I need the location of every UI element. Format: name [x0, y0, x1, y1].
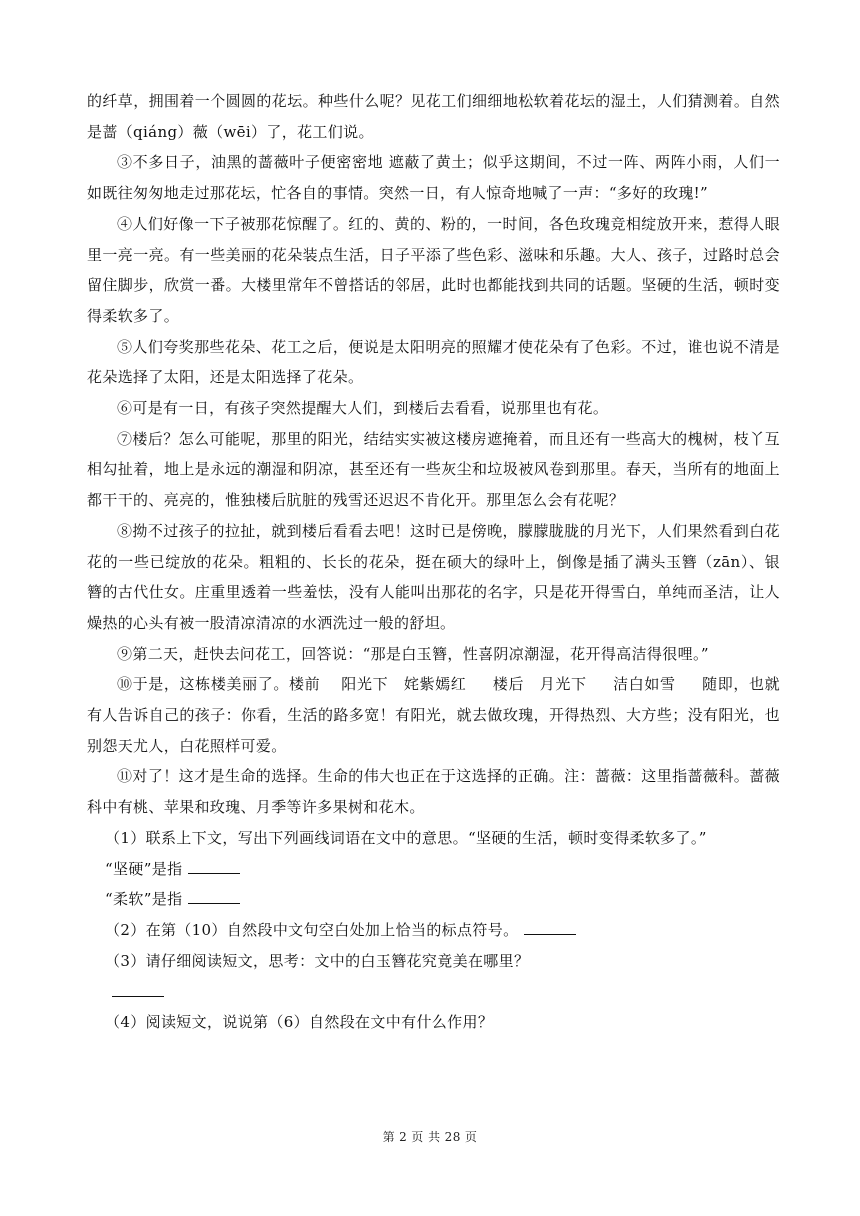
document-body	[87, 86, 780, 1038]
question-4: （4）阅读短文，说说第（6）自然段在文中有什么作用？	[105, 1013, 494, 1032]
answer-blank-1b[interactable]	[188, 891, 240, 904]
paragraph-4: ④人们好像一下子被那花惊醒了。红的、黄的、粉的，一时间，各色玫瑰竞相绽放开来，惹得人眼里一亮一亮。有一些美丽的花朵装点生活，日子平添了些色彩、滋味和乐趣。大人、孩子，过路时总会留住脚步，欣赏一番。大楼里常年不曾搭话的邻居，此时也都能找到共同的话题。坚硬的生活，顿时变得柔软多了。	[87, 214, 780, 325]
paragraph-9: ⑨第二天，赶快去问花工，回答说：“那是白玉簪，性喜阴凉潮湿，花开得高洁得很哩。”	[117, 644, 709, 663]
paragraph-7: ⑦楼后？怎么可能呢，那里的阳光，结结实实被这楼房遮掩着，而且还有一些高大的槐树，枝丫互相勾扯着，地上是永远的潮湿和阴凉，甚至还有一些灰尘和垃圾被风卷到那里。春天，当所有的地面上都干干的、亮亮的，惟独楼后肮脏的残雪还迟迟不肯化开。那里怎么会有花呢？	[87, 429, 780, 510]
question-1a-label: “坚硬”是指	[105, 859, 183, 878]
question-2-label: （2）在第（10）自然段中文句空白处加上恰当的标点符号。	[105, 920, 519, 939]
answer-blank-1a[interactable]	[188, 861, 240, 874]
question-1a	[87, 854, 780, 885]
question-3: （3）请仔细阅读短文，思考：文中的白玉簪花究竟美在哪里？	[105, 951, 530, 970]
paragraph-11: ⑪对了！这才是生命的选择。生命的伟大也正在于这选择的正确。注：蔷薇：这里指蔷薇科。蔷薇科中有桃、苹果和玫瑰、月季等许多果树和花木。	[87, 767, 780, 817]
footer-middle: 页 共	[411, 1130, 441, 1144]
footer-suffix: 页	[464, 1130, 478, 1144]
question-2	[87, 915, 780, 946]
footer-total-pages: 28	[444, 1130, 461, 1144]
answer-blank-2[interactable]	[524, 922, 576, 935]
paragraph-10: ⑩于是，这栋楼美丽了。楼前 阳光下 姹紫嫣红 楼后 月光下 洁白如雪 随即，也就有人告诉自己的孩子：你看，生活的路多宽！有阳光，就去做玫瑰，开得热烈、大方些；没有阳光，也别怨天尤人，白花照样可爱。	[87, 675, 780, 755]
paragraph-8: ⑧拗不过孩子的拉扯，就到楼后看看去吧！这时已是傍晚，朦朦胧胧的月光下，人们果然看到白花花的一些已绽放的花朵。粗粗的、长长的花朵，挺在硕大的绿叶上，倒像是插了满头玉簪（zān）、银簪的古代仕女。庄重里透着一些羞怯，没有人能叫出那花的名字，只是花开得雪白，单纯而圣洁，让人燥热的心头有被一股清凉清凉的水洒洗过一般的舒坦。	[87, 521, 780, 632]
page-footer	[0, 1128, 860, 1145]
footer-current-page: 2	[399, 1130, 408, 1144]
paragraph-3: ③不多日子，油黑的蔷薇叶子便密密地 遮蔽了黄土；似乎这期间，不过一阵、两阵小雨，人们一如既往匆匆地走过那花坛，忙各自的事情。突然一日，有人惊奇地喊了一声：“多好的玫瑰!”	[87, 153, 780, 203]
question-1b	[87, 884, 780, 915]
answer-blank-3[interactable]	[112, 976, 164, 997]
paragraph-continuation: 的纤草，拥围着一个圆圆的花坛。种些什么呢？见花工们细细地松软着花坛的湿土，人们猜测着。自然是蔷（qiáng）薇（wēi）了，花工们说。	[87, 92, 780, 141]
paragraph-6: ⑥可是有一日，有孩子突然提醒大人们，到楼后去看看，说那里也有花。	[117, 399, 609, 418]
question-1: （1）联系上下文，写出下列画线词语在文中的意思。“坚硬的生活，顿时变得柔软多了。”	[105, 828, 707, 847]
paragraph-5: ⑤人们夸奖那些花朵、花工之后，便说是太阳明亮的照耀才使花朵有了色彩。不过，谁也说不清是花朵选择了太阳，还是太阳选择了花朵。	[87, 337, 780, 387]
footer-prefix: 第	[382, 1130, 396, 1144]
question-1b-label: “柔软”是指	[105, 890, 183, 909]
